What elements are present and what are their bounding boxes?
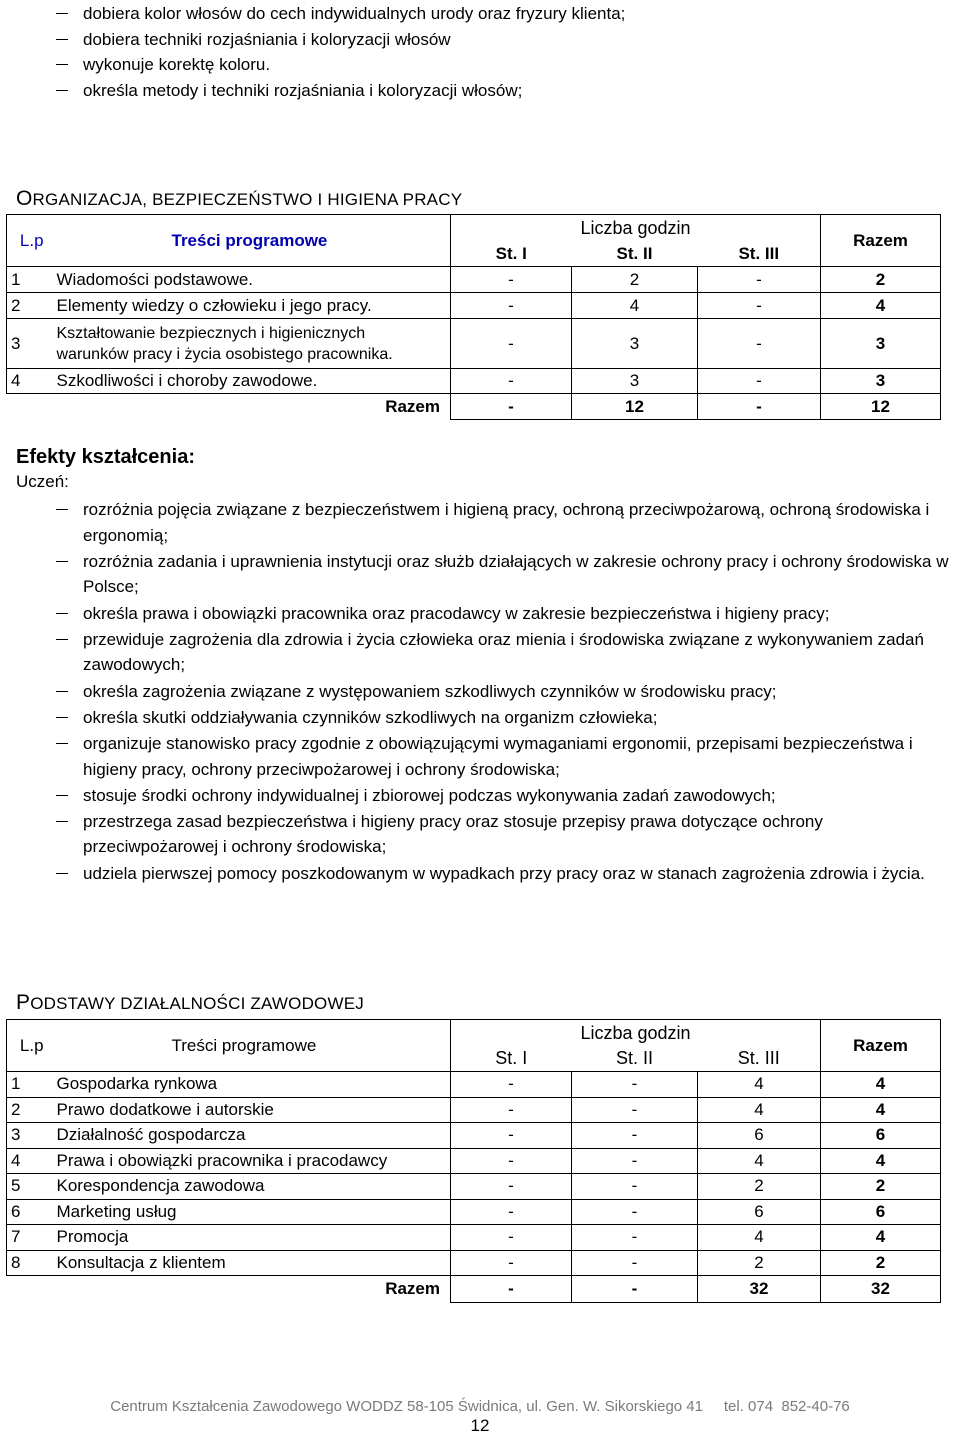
row-st3: 4 bbox=[698, 1097, 821, 1123]
intro-item: dobiera techniki rozjaśniania i koloryzacji włosów bbox=[0, 27, 950, 53]
row-name: Promocja bbox=[57, 1225, 451, 1251]
row-st3: - bbox=[698, 369, 821, 394]
row-st2: 3 bbox=[572, 369, 698, 394]
row-lp: 3 bbox=[7, 319, 57, 369]
table-row bbox=[7, 1174, 941, 1200]
row-st1: - bbox=[451, 1225, 572, 1251]
row-st1: - bbox=[451, 1148, 572, 1174]
table-row bbox=[7, 1097, 941, 1123]
intro-item: określa metody i techniki rozjaśniania i koloryzacji włosów; bbox=[0, 78, 950, 104]
table-row bbox=[7, 1072, 941, 1098]
effects-heading: Efekty kształcenia: bbox=[16, 446, 195, 468]
row-lp: 5 bbox=[7, 1174, 57, 1200]
row-total: 4 bbox=[821, 1225, 941, 1251]
section-title-business: PODSTAWY DZIAŁALNOŚCI ZAWODOWEJ bbox=[16, 991, 364, 1014]
row-st1: - bbox=[451, 369, 572, 394]
row-total: 4 bbox=[821, 1072, 941, 1098]
row-st1: - bbox=[451, 319, 572, 369]
page-number: 12 bbox=[470, 1416, 490, 1435]
row-total: 6 bbox=[821, 1123, 941, 1149]
header-st1: St. I bbox=[451, 242, 572, 267]
effect-item: stosuje środki ochrony indywidualnej i zbiorowej podczas wykonywania zadań zawodowych; bbox=[0, 783, 960, 809]
row-total: 4 bbox=[821, 1097, 941, 1123]
sum-st2: - bbox=[572, 1276, 698, 1303]
table-row bbox=[7, 319, 941, 369]
row-lp: 1 bbox=[7, 267, 57, 293]
row-st3: 4 bbox=[698, 1148, 821, 1174]
row-total: 3 bbox=[821, 319, 941, 369]
effect-item: udziela pierwszej pomocy poszkodowanym w wypadkach przy pracy oraz w stanach zagrożenia zdrowia i życia. bbox=[0, 861, 960, 887]
table-row bbox=[7, 293, 941, 319]
header-st3: St. III bbox=[698, 1047, 821, 1072]
table-sum-row bbox=[7, 394, 941, 420]
header-hours: Liczba godzin bbox=[451, 215, 821, 242]
effect-item: rozróżnia pojęcia związane z bezpieczeństwem i higieną pracy, ochroną przeciwpożarową, ochroną środowiska i ergonomią; bbox=[0, 497, 960, 548]
header-lp: L.p bbox=[7, 215, 57, 267]
effects-list bbox=[0, 497, 960, 887]
row-name: Gospodarka rynkowa bbox=[57, 1072, 451, 1098]
row-lp: 1 bbox=[7, 1072, 57, 1098]
row-total: 6 bbox=[821, 1199, 941, 1225]
row-name: Wiadomości podstawowe. bbox=[57, 267, 451, 293]
row-total: 2 bbox=[821, 1250, 941, 1276]
row-st3: 6 bbox=[698, 1199, 821, 1225]
row-lp: 4 bbox=[7, 369, 57, 394]
table-row bbox=[7, 1148, 941, 1174]
effect-item: przestrzega zasad bezpieczeństwa i higieny pracy oraz stosuje przepisy prawa dotyczące ochrony przeciwpożarowej i ochrony środowiska; bbox=[0, 809, 960, 860]
sum-total: 32 bbox=[821, 1276, 941, 1303]
sum-st3: 32 bbox=[698, 1276, 821, 1303]
table-row bbox=[7, 267, 941, 293]
effect-item: rozróżnia zadania i uprawnienia instytucji oraz służb działających w zakresie ochrony pracy i ochrony środowiska w Polsce; bbox=[0, 549, 960, 600]
table-row bbox=[7, 1225, 941, 1251]
table-row bbox=[7, 1250, 941, 1276]
effect-item: określa prawa i obowiązki pracownika oraz pracodawcy w zakresie bezpieczeństwa i higieny pracy; bbox=[0, 601, 960, 627]
row-lp: 7 bbox=[7, 1225, 57, 1251]
row-st2: - bbox=[572, 1072, 698, 1098]
row-name: Prawo dodatkowe i autorskie bbox=[57, 1097, 451, 1123]
sum-total: 12 bbox=[821, 394, 941, 420]
sum-label: Razem bbox=[7, 394, 451, 420]
row-st2: - bbox=[572, 1199, 698, 1225]
row-st3: 4 bbox=[698, 1225, 821, 1251]
row-lp: 8 bbox=[7, 1250, 57, 1276]
row-st2: 3 bbox=[572, 319, 698, 369]
row-st3: 4 bbox=[698, 1072, 821, 1098]
row-name: Konsultacja z klientem bbox=[57, 1250, 451, 1276]
row-st3: 2 bbox=[698, 1250, 821, 1276]
row-st2: 4 bbox=[572, 293, 698, 319]
table-row bbox=[7, 1199, 941, 1225]
row-lp: 2 bbox=[7, 1097, 57, 1123]
row-lp: 3 bbox=[7, 1123, 57, 1149]
row-name: Prawa i obowiązki pracownika i pracodawcy bbox=[57, 1148, 451, 1174]
row-st1: - bbox=[451, 293, 572, 319]
row-total: 4 bbox=[821, 1148, 941, 1174]
header-content: Treści programowe bbox=[57, 1020, 451, 1072]
effect-item: określa zagrożenia związane z występowaniem szkodliwych czynników w środowisku pracy; bbox=[0, 679, 960, 705]
row-st2: - bbox=[572, 1225, 698, 1251]
row-total: 3 bbox=[821, 369, 941, 394]
header-lp: L.p bbox=[7, 1020, 57, 1072]
row-name: Marketing usług bbox=[57, 1199, 451, 1225]
intro-item: dobiera kolor włosów do cech indywidualnych urody oraz fryzury klienta; bbox=[0, 1, 950, 27]
row-lp: 2 bbox=[7, 293, 57, 319]
sum-st3: - bbox=[698, 394, 821, 420]
row-st1: - bbox=[451, 267, 572, 293]
row-name: Działalność gospodarcza bbox=[57, 1123, 451, 1149]
row-st3: - bbox=[698, 293, 821, 319]
header-total: Razem bbox=[821, 215, 941, 267]
sum-st1: - bbox=[451, 1276, 572, 1303]
row-name bbox=[57, 319, 451, 369]
row-st1: - bbox=[451, 1072, 572, 1098]
row-name-line: Kształtowanie bezpiecznych i higienicznych bbox=[56, 324, 366, 342]
footer-address: Centrum Kształcenia Zawodowego WODDZ 58-105 Świdnica, ul. Gen. W. Sikorskiego 41 tel. 074 852-40-76 bbox=[110, 1398, 850, 1415]
row-st2: - bbox=[572, 1174, 698, 1200]
row-st1: - bbox=[451, 1174, 572, 1200]
row-st3: - bbox=[698, 319, 821, 369]
row-st3: - bbox=[698, 267, 821, 293]
row-st1: - bbox=[451, 1123, 572, 1149]
header-st2: St. II bbox=[572, 1047, 698, 1072]
effects-subject: Uczeń: bbox=[16, 472, 69, 491]
row-st1: - bbox=[451, 1097, 572, 1123]
header-st1: St. I bbox=[451, 1047, 572, 1072]
effect-item: określa skutki oddziaływania czynników szkodliwych na organizm człowieka; bbox=[0, 705, 960, 731]
bhp-table bbox=[6, 214, 941, 420]
sum-st1: - bbox=[451, 394, 572, 420]
row-st2: 2 bbox=[572, 267, 698, 293]
row-lp: 4 bbox=[7, 1148, 57, 1174]
row-st2: - bbox=[572, 1148, 698, 1174]
table-row bbox=[7, 369, 941, 394]
header-total: Razem bbox=[821, 1020, 941, 1072]
row-lp: 6 bbox=[7, 1199, 57, 1225]
row-total: 2 bbox=[821, 1174, 941, 1200]
sum-label: Razem bbox=[7, 1276, 451, 1303]
table-sum-row bbox=[7, 1276, 941, 1303]
effect-item: organizuje stanowisko pracy zgodnie z obowiązującymi wymaganiami ergonomii, przepisami bezpieczeństwa i higieny pracy, ochrony przeciwpożarowej i ochrony środowiska; bbox=[0, 731, 960, 782]
row-name: Korespondencja zawodowa bbox=[57, 1174, 451, 1200]
row-st1: - bbox=[451, 1250, 572, 1276]
row-st2: - bbox=[572, 1123, 698, 1149]
effect-item: przewiduje zagrożenia dla zdrowia i życia człowieka oraz mienia i środowiska związane z wykonywaniem zadań zawodowych; bbox=[0, 627, 960, 678]
table-row bbox=[7, 1123, 941, 1149]
row-st3: 6 bbox=[698, 1123, 821, 1149]
row-st2: - bbox=[572, 1097, 698, 1123]
business-table bbox=[6, 1019, 941, 1303]
row-name-line: warunków pracy i życia osobistego pracownika. bbox=[56, 345, 393, 363]
intro-item: wykonuje korektę koloru. bbox=[0, 52, 950, 78]
row-st3: 2 bbox=[698, 1174, 821, 1200]
row-name: Elementy wiedzy o człowieku i jego pracy. bbox=[57, 293, 451, 319]
row-total: 4 bbox=[821, 293, 941, 319]
intro-list bbox=[0, 1, 950, 103]
row-st2: - bbox=[572, 1250, 698, 1276]
row-name: Szkodliwości i choroby zawodowe. bbox=[57, 369, 451, 394]
header-content: Treści programowe bbox=[57, 215, 451, 267]
row-st1: - bbox=[451, 1199, 572, 1225]
header-hours: Liczba godzin bbox=[451, 1020, 821, 1047]
sum-st2: 12 bbox=[572, 394, 698, 420]
header-st3: St. III bbox=[698, 242, 821, 267]
section-title-bhp: ORGANIZACJA, BEZPIECZEŃSTWO I HIGIENA PRACY bbox=[16, 187, 463, 210]
row-total: 2 bbox=[821, 267, 941, 293]
header-st2: St. II bbox=[572, 242, 698, 267]
